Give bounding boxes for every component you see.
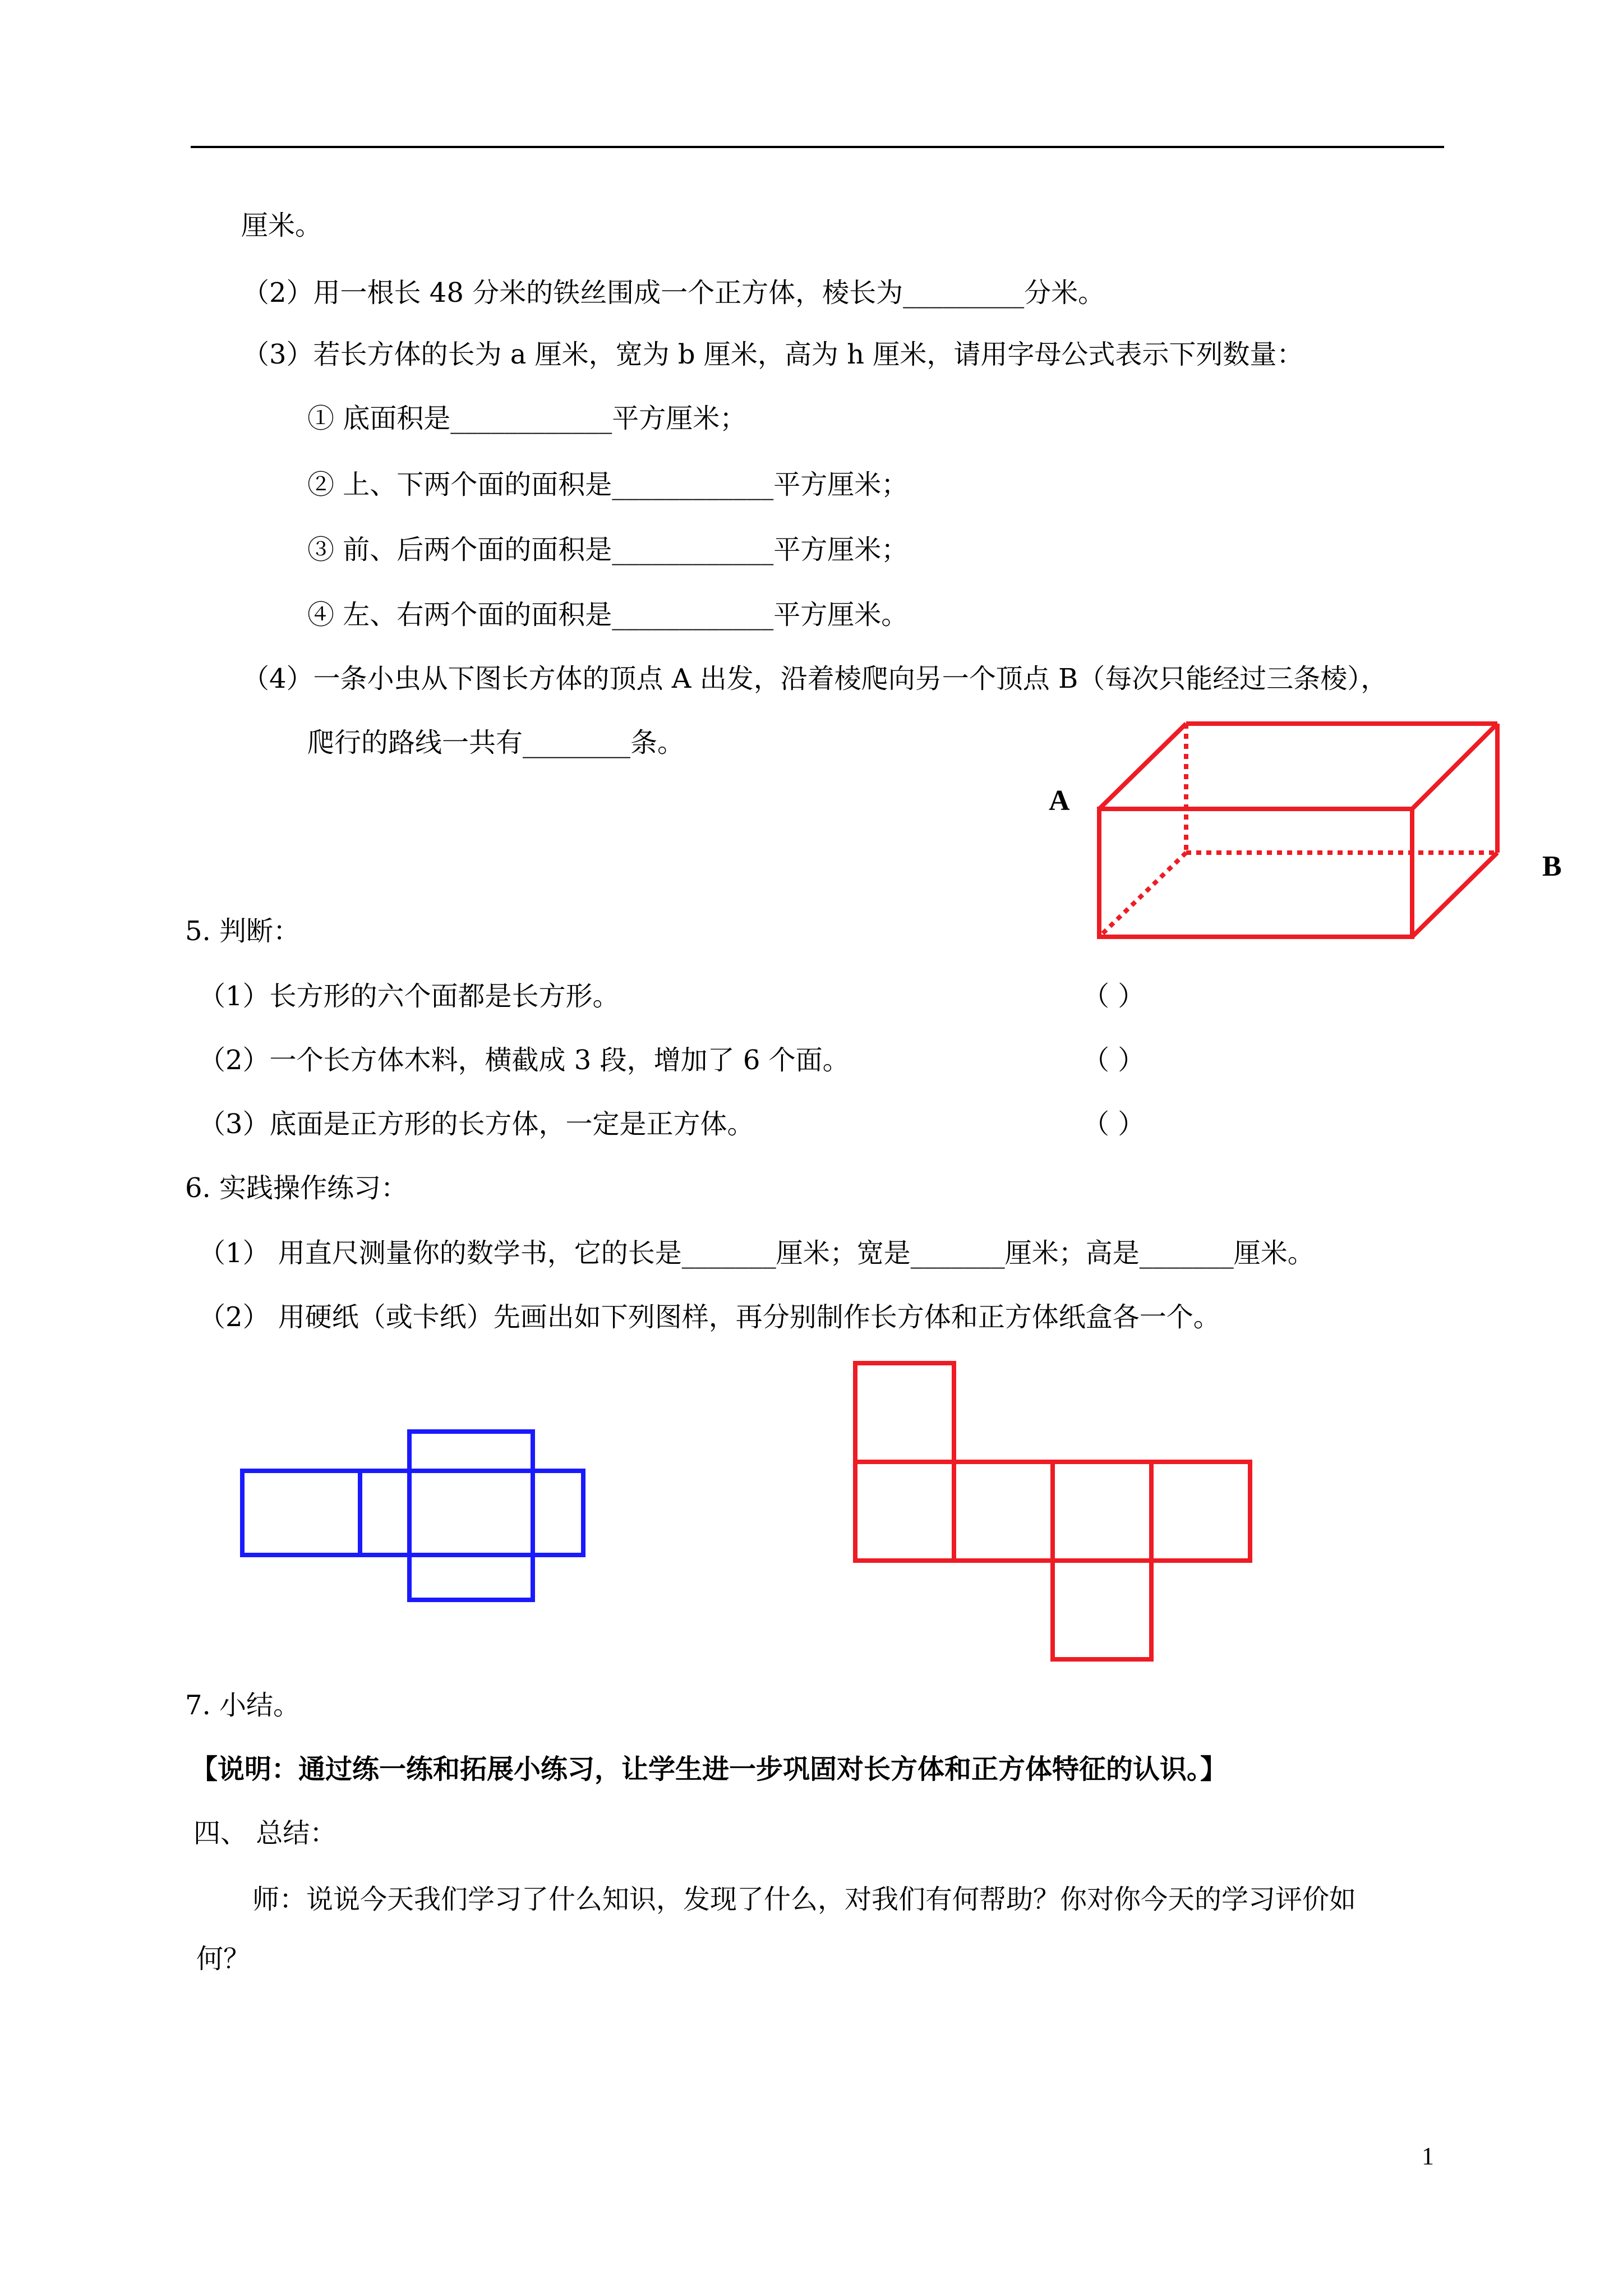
section-6-heading: 6. 实践操作练习： bbox=[185, 1172, 408, 1204]
cuboid-hidden-diagonal-edge bbox=[1099, 853, 1186, 937]
question-4-answer-line: 爬行的路线一共有________条。 bbox=[307, 727, 685, 758]
net-face bbox=[409, 1432, 533, 1471]
question-2-line: （2）用一根长 48 分米的铁丝围成一个正方体，棱长为_________分米。 bbox=[242, 277, 1105, 309]
question-3-item-1: ① 底面积是____________平方厘米； bbox=[307, 403, 747, 434]
judge-item-3-answer: （ ） bbox=[1082, 1108, 1145, 1140]
judge-item-2-answer: （ ） bbox=[1082, 1045, 1145, 1076]
section-4-heading: 四、 总结： bbox=[193, 1818, 337, 1849]
question-3-item-3: ③ 前、后两个面的面积是____________平方厘米； bbox=[307, 534, 909, 565]
net-face bbox=[409, 1555, 533, 1600]
net-face bbox=[954, 1462, 1053, 1561]
cube-net-figure bbox=[844, 1352, 1270, 1677]
question-4-line: （4）一条小虫从下图长方体的顶点 A 出发，沿着棱爬向另一个顶点 B（每次只能经过三条棱）， bbox=[242, 663, 1388, 694]
net-face bbox=[360, 1471, 409, 1555]
judge-item-1: （1）长方形的六个面都是长方形。 bbox=[199, 981, 620, 1012]
practice-item-1: （1） 用直尺测量你的数学书，它的长是_______厘米；宽是_______厘米；高是_______厘米。 bbox=[199, 1237, 1315, 1269]
net-face bbox=[855, 1462, 954, 1561]
net-face bbox=[242, 1471, 360, 1555]
cuboid-bottom-right-edge bbox=[1412, 853, 1497, 937]
cuboid-figure bbox=[1088, 712, 1503, 948]
cuboid-top-left-edge bbox=[1099, 724, 1186, 809]
page-number: 1 bbox=[1422, 2142, 1434, 2170]
explanation-note: 【说明：通过练一练和拓展小练习，让学生进一步巩固对长方体和正方体特征的认识。】 bbox=[191, 1754, 1228, 1785]
header-rule bbox=[191, 146, 1444, 148]
question-3-item-2: ② 上、下两个面的面积是____________平方厘米； bbox=[307, 469, 909, 500]
cuboid-top-right-edge bbox=[1412, 724, 1497, 809]
net-face bbox=[1053, 1462, 1151, 1561]
section-5-heading: 5. 判断： bbox=[185, 915, 301, 947]
practice-item-2: （2） 用硬纸（或卡纸）先画出如下列图样，再分别制作长方体和正方体纸盒各一个。 bbox=[199, 1301, 1220, 1333]
net-face bbox=[409, 1471, 533, 1555]
cuboid-net-figure bbox=[236, 1425, 600, 1616]
question-3-line: （3）若长方体的长为 a 厘米，宽为 b 厘米，高为 h 厘米，请用字母公式表示下列数量： bbox=[242, 339, 1304, 370]
net-face bbox=[1053, 1561, 1151, 1659]
net-face bbox=[1151, 1462, 1250, 1561]
summary-paragraph-line-2: 何？ bbox=[196, 1943, 251, 1975]
vertex-a-label: A bbox=[1049, 785, 1070, 817]
judge-item-1-answer: （ ） bbox=[1082, 981, 1145, 1012]
question-3-item-4: ④ 左、右两个面的面积是____________平方厘米。 bbox=[307, 599, 909, 631]
net-face bbox=[533, 1471, 583, 1555]
summary-paragraph-line-1: 师：说说今天我们学习了什么知识，发现了什么，对我们有何帮助？你对你今天的学习评价如 bbox=[252, 1884, 1357, 1915]
vertex-b-label: B bbox=[1542, 850, 1562, 882]
cuboid-front-face bbox=[1099, 809, 1412, 937]
judge-item-2: （2）一个长方体木料，横截成 3 段，增加了 6 个面。 bbox=[199, 1045, 850, 1076]
section-7-heading: 7. 小结。 bbox=[185, 1690, 301, 1721]
judge-item-3: （3）底面是正方形的长方体，一定是正方体。 bbox=[199, 1108, 754, 1140]
net-face bbox=[855, 1363, 954, 1462]
text-line-1: 厘米。 bbox=[241, 210, 322, 241]
